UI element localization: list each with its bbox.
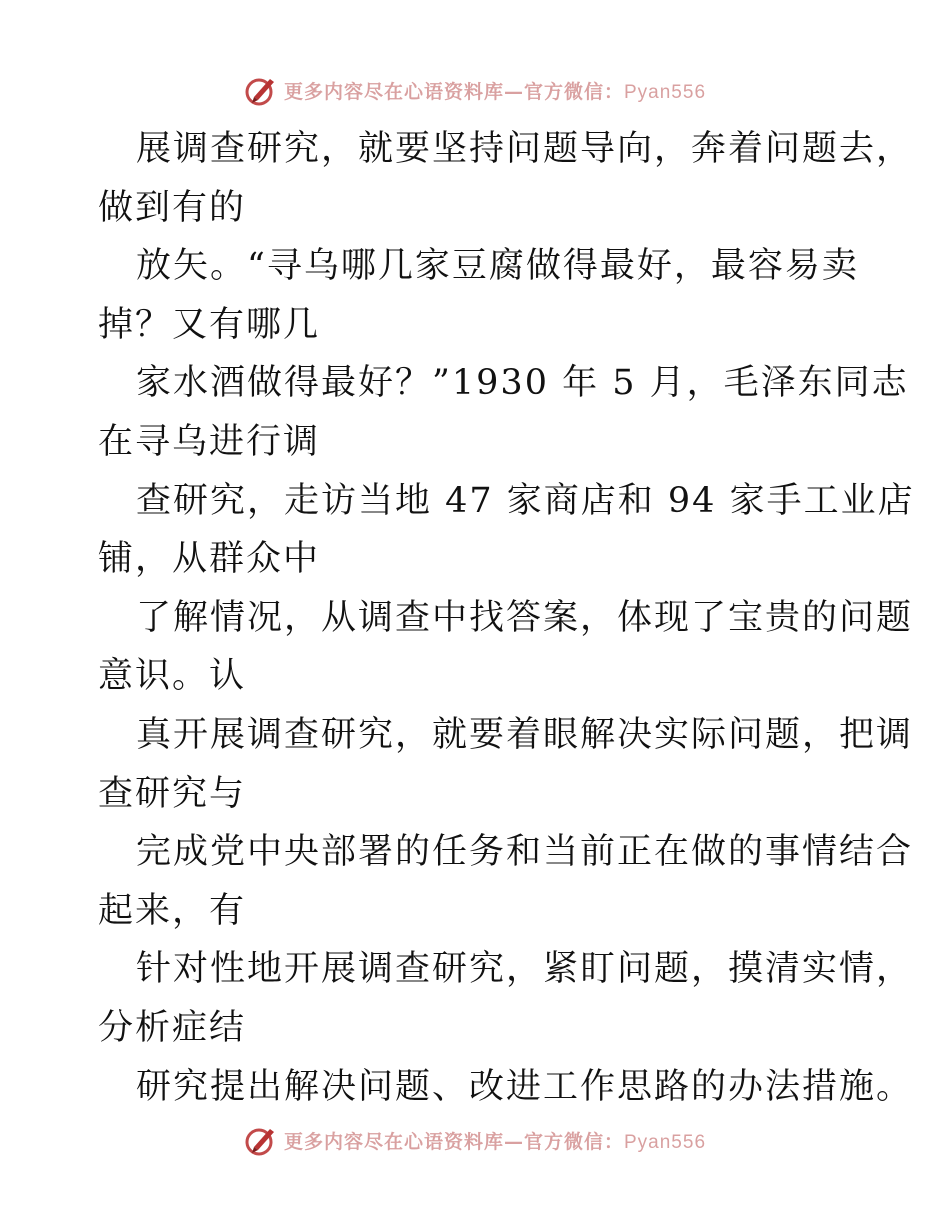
text-line: 真开展调查研究，就要着眼解决实际问题，把调 [136, 714, 914, 755]
watermark-text: 更多内容尽在心语资料库—官方微信：Pyan556 [283, 80, 707, 103]
document-body [98, 120, 915, 1116]
text-line: 查研究，走访当地 47 家商店和 94 家手工业店 [136, 480, 915, 521]
text-line: 查研究与 [98, 773, 247, 814]
text-line: 完成党中央部署的任务和当前正在做的事情结合 [136, 832, 914, 873]
text-line: 分析症结 [98, 1007, 247, 1048]
pen-logo-icon [244, 73, 278, 107]
header-watermark [0, 70, 950, 110]
text-line: 意识。认 [98, 656, 247, 697]
text-line: 做到有的 [98, 187, 247, 228]
text-line: 展调查研究，就要坚持问题导向，奔着问题去， [136, 129, 914, 169]
text-line: 研究提出解决问题、改进工作思路的办法措施。 [136, 1066, 914, 1107]
text-line: 放矢。“寻乌哪几家豆腐做得最好，最容易卖 [136, 246, 859, 287]
text-line: 铺，从群众中 [98, 539, 321, 580]
watermark-handle: Pyan556 [624, 81, 707, 103]
pen-logo-icon [244, 1123, 278, 1157]
watermark-text: 更多内容尽在心语资料库—官方微信：Pyan556 [283, 1130, 707, 1153]
watermark-handle: Pyan556 [624, 1131, 707, 1153]
text-line: 在寻乌进行调 [98, 421, 321, 462]
text-line: 掉？又有哪几 [98, 304, 321, 345]
text-line: 家水酒做得最好？”1930 年 5 月，毛泽东同志 [136, 363, 909, 404]
footer-watermark [0, 1120, 950, 1160]
text-line: 了解情况，从调查中找答案，体现了宝贵的问题 [136, 597, 914, 638]
text-line: 针对性地开展调查研究，紧盯问题，摸清实情， [136, 949, 914, 990]
text-line: 起来，有 [98, 890, 247, 931]
